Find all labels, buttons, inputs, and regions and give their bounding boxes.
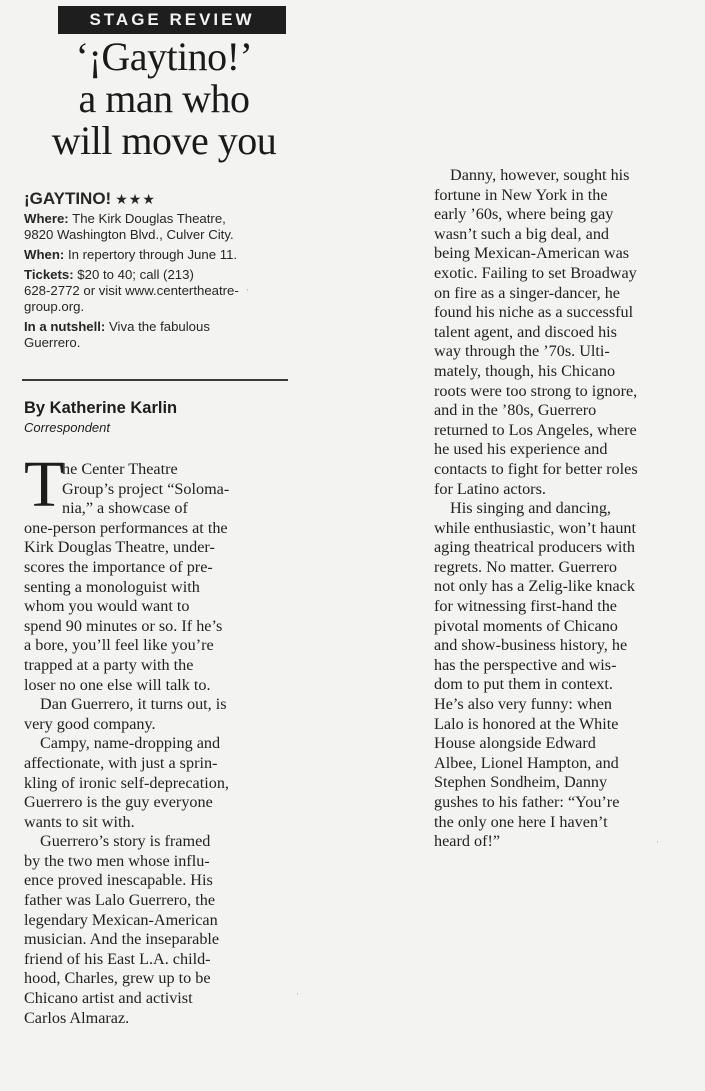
text-line: hood, Charles, grew up to be [24,969,211,988]
text-line: aging theatrical producers with [434,538,635,557]
text-line: and in the ’80s, Guerrero [434,401,597,420]
text-line: not only has a Zelig-like knack [434,577,635,596]
paragraph [24,695,290,734]
paragraph [434,499,696,852]
text-line: Campy, name-dropping and [40,734,221,753]
text-line: fortune in New York in the [434,185,608,204]
author-name: By Katherine Karlin [24,399,178,417]
tickets-line-2: 628-2772 or visit www.centertheatre- [24,283,239,298]
paragraph [24,519,290,695]
text-line: one-person performances at the [24,518,228,537]
text-line: has the perspective and wis- [434,655,617,674]
text-line: contacts to fight for better roles [434,459,638,478]
text-line: Dan Guerrero, it turns out, is [40,695,227,714]
text-line: Stephen Sondheim, Danny [434,773,608,792]
text-line: Kirk Douglas Theatre, under- [24,538,215,557]
text-line: spend 90 minutes or so. If he’s [24,616,223,635]
text-line: His singing and dancing, [450,499,611,518]
text-line: found his niche as a successful [434,303,634,322]
text-line: heard of!” [434,832,501,851]
headline-line-2: a man who [78,76,250,121]
text-line: he Center Theatre [62,460,178,478]
text-line: Guerrero’s story is framed [40,832,211,851]
text-line: for Latino actors. [434,479,546,498]
text-line: for witnessing first-hand the [434,597,617,616]
article-column-right [434,166,696,852]
where-label: Where: [24,211,69,226]
divider-rule [22,379,288,381]
text-line: returned to Los Angeles, where [434,420,637,439]
info-nutshell [24,319,286,351]
info-box [24,189,286,355]
text-line: scores the importance of pre- [24,557,213,576]
text-line: whom you would want to [24,597,190,616]
text-line: wasn’t such a big deal, and [434,224,610,243]
paragraph [24,734,290,832]
text-line: Danny, however, sought his [450,166,630,184]
text-line: Chicano artist and activist [24,989,193,1008]
text-line: Lalo is honored at the White [434,714,619,733]
text-line: being Mexican-American was [434,244,630,263]
text-line: Carlos Almaraz. [24,1008,130,1027]
text-line: pivotal moments of Chicano [434,616,618,635]
text-line: Guerrero is the guy everyone [24,793,213,812]
text-line: friend of his East L.A. child- [24,949,211,968]
text-line: House alongside Edward [434,734,596,753]
text-line: by the two men whose influ- [24,851,210,870]
headline-line-1: ‘¡Gaytino!’ [75,34,253,79]
star-rating: ★★★ [115,191,156,207]
text-line: Group’s project “Soloma- [62,479,230,498]
info-when [24,247,286,263]
byline [24,398,286,436]
where-line-2: 9820 Washington Blvd., Culver City. [24,227,234,242]
text-line: early ’60s, where being gay [434,205,614,224]
text-line: gushes to his father: “You’re [434,793,620,811]
text-line: exotic. Failing to set Broadway [434,263,637,282]
tickets-line-1: $20 to 40; call (213) [77,267,194,282]
print-speck: · [246,286,249,296]
text-line: wants to sit with. [24,812,135,831]
text-line: father was Lalo Guerrero, the [24,891,216,910]
text-line: way through the ’70s. Ulti- [434,342,610,361]
text-line: he used his experience and [434,440,608,459]
text-line: legendary Mexican-American [24,910,218,929]
when-text: In repertory through June 11. [67,247,238,262]
text-line: nia,” a showcase of [62,499,188,518]
text-line: He’s also very funny: when [434,695,613,714]
text-line: while enthusiastic, won’t haunt [434,518,637,537]
headline [20,36,308,162]
tickets-line-3: group.org. [24,299,85,314]
article-column-left [24,460,290,1028]
text-line: affectionate, with just a sprin- [24,753,218,772]
text-line: dom to put them in context. [434,675,613,694]
text-line: trapped at a party with the [24,655,194,674]
headline-line-3: will move you [51,118,277,163]
when-label: When: [24,247,65,262]
print-speck: · [656,838,659,848]
show-title-text: ¡GAYTINO! [24,189,112,208]
info-where [24,211,286,243]
text-line: kling of ironic self-deprecation, [24,773,229,792]
tickets-label: Tickets: [24,267,74,282]
text-line: the only one here I haven’t [434,812,608,831]
show-title [24,189,286,209]
text-line: loser no one else will talk to. [24,675,211,694]
text-line: mately, though, his Chicano [434,361,616,380]
text-line: and show-business history, he [434,636,628,655]
text-line: Albee, Lionel Hampton, and [434,753,619,772]
text-line: ence proved inescapable. His [24,871,213,890]
author-role: Correspondent [24,420,110,435]
text-line: senting a monologuist with [24,577,200,596]
print-speck: · [296,990,299,1000]
text-line: regrets. No matter. Guerrero [434,557,617,576]
nutshell-line-2: Guerrero. [24,335,81,350]
where-line-1: The Kirk Douglas Theatre, [72,211,226,226]
nutshell-line-1: Viva the fabulous [109,319,210,334]
text-line: talent agent, and discoed his [434,322,617,341]
text-line: on fire as a singer-dancer, he [434,283,620,302]
text-line: musician. And the inseparable [24,930,220,949]
paragraph [434,166,696,499]
drop-cap: T [24,448,65,521]
text-line: a bore, you’ll feel like you’re [24,636,214,655]
nutshell-label: In a nutshell: [24,319,106,334]
paragraph [24,832,290,1028]
text-line: roots were too strong to ignore, [434,381,638,400]
section-label: STAGE REVIEW [58,6,286,34]
text-line: very good company. [24,714,156,733]
